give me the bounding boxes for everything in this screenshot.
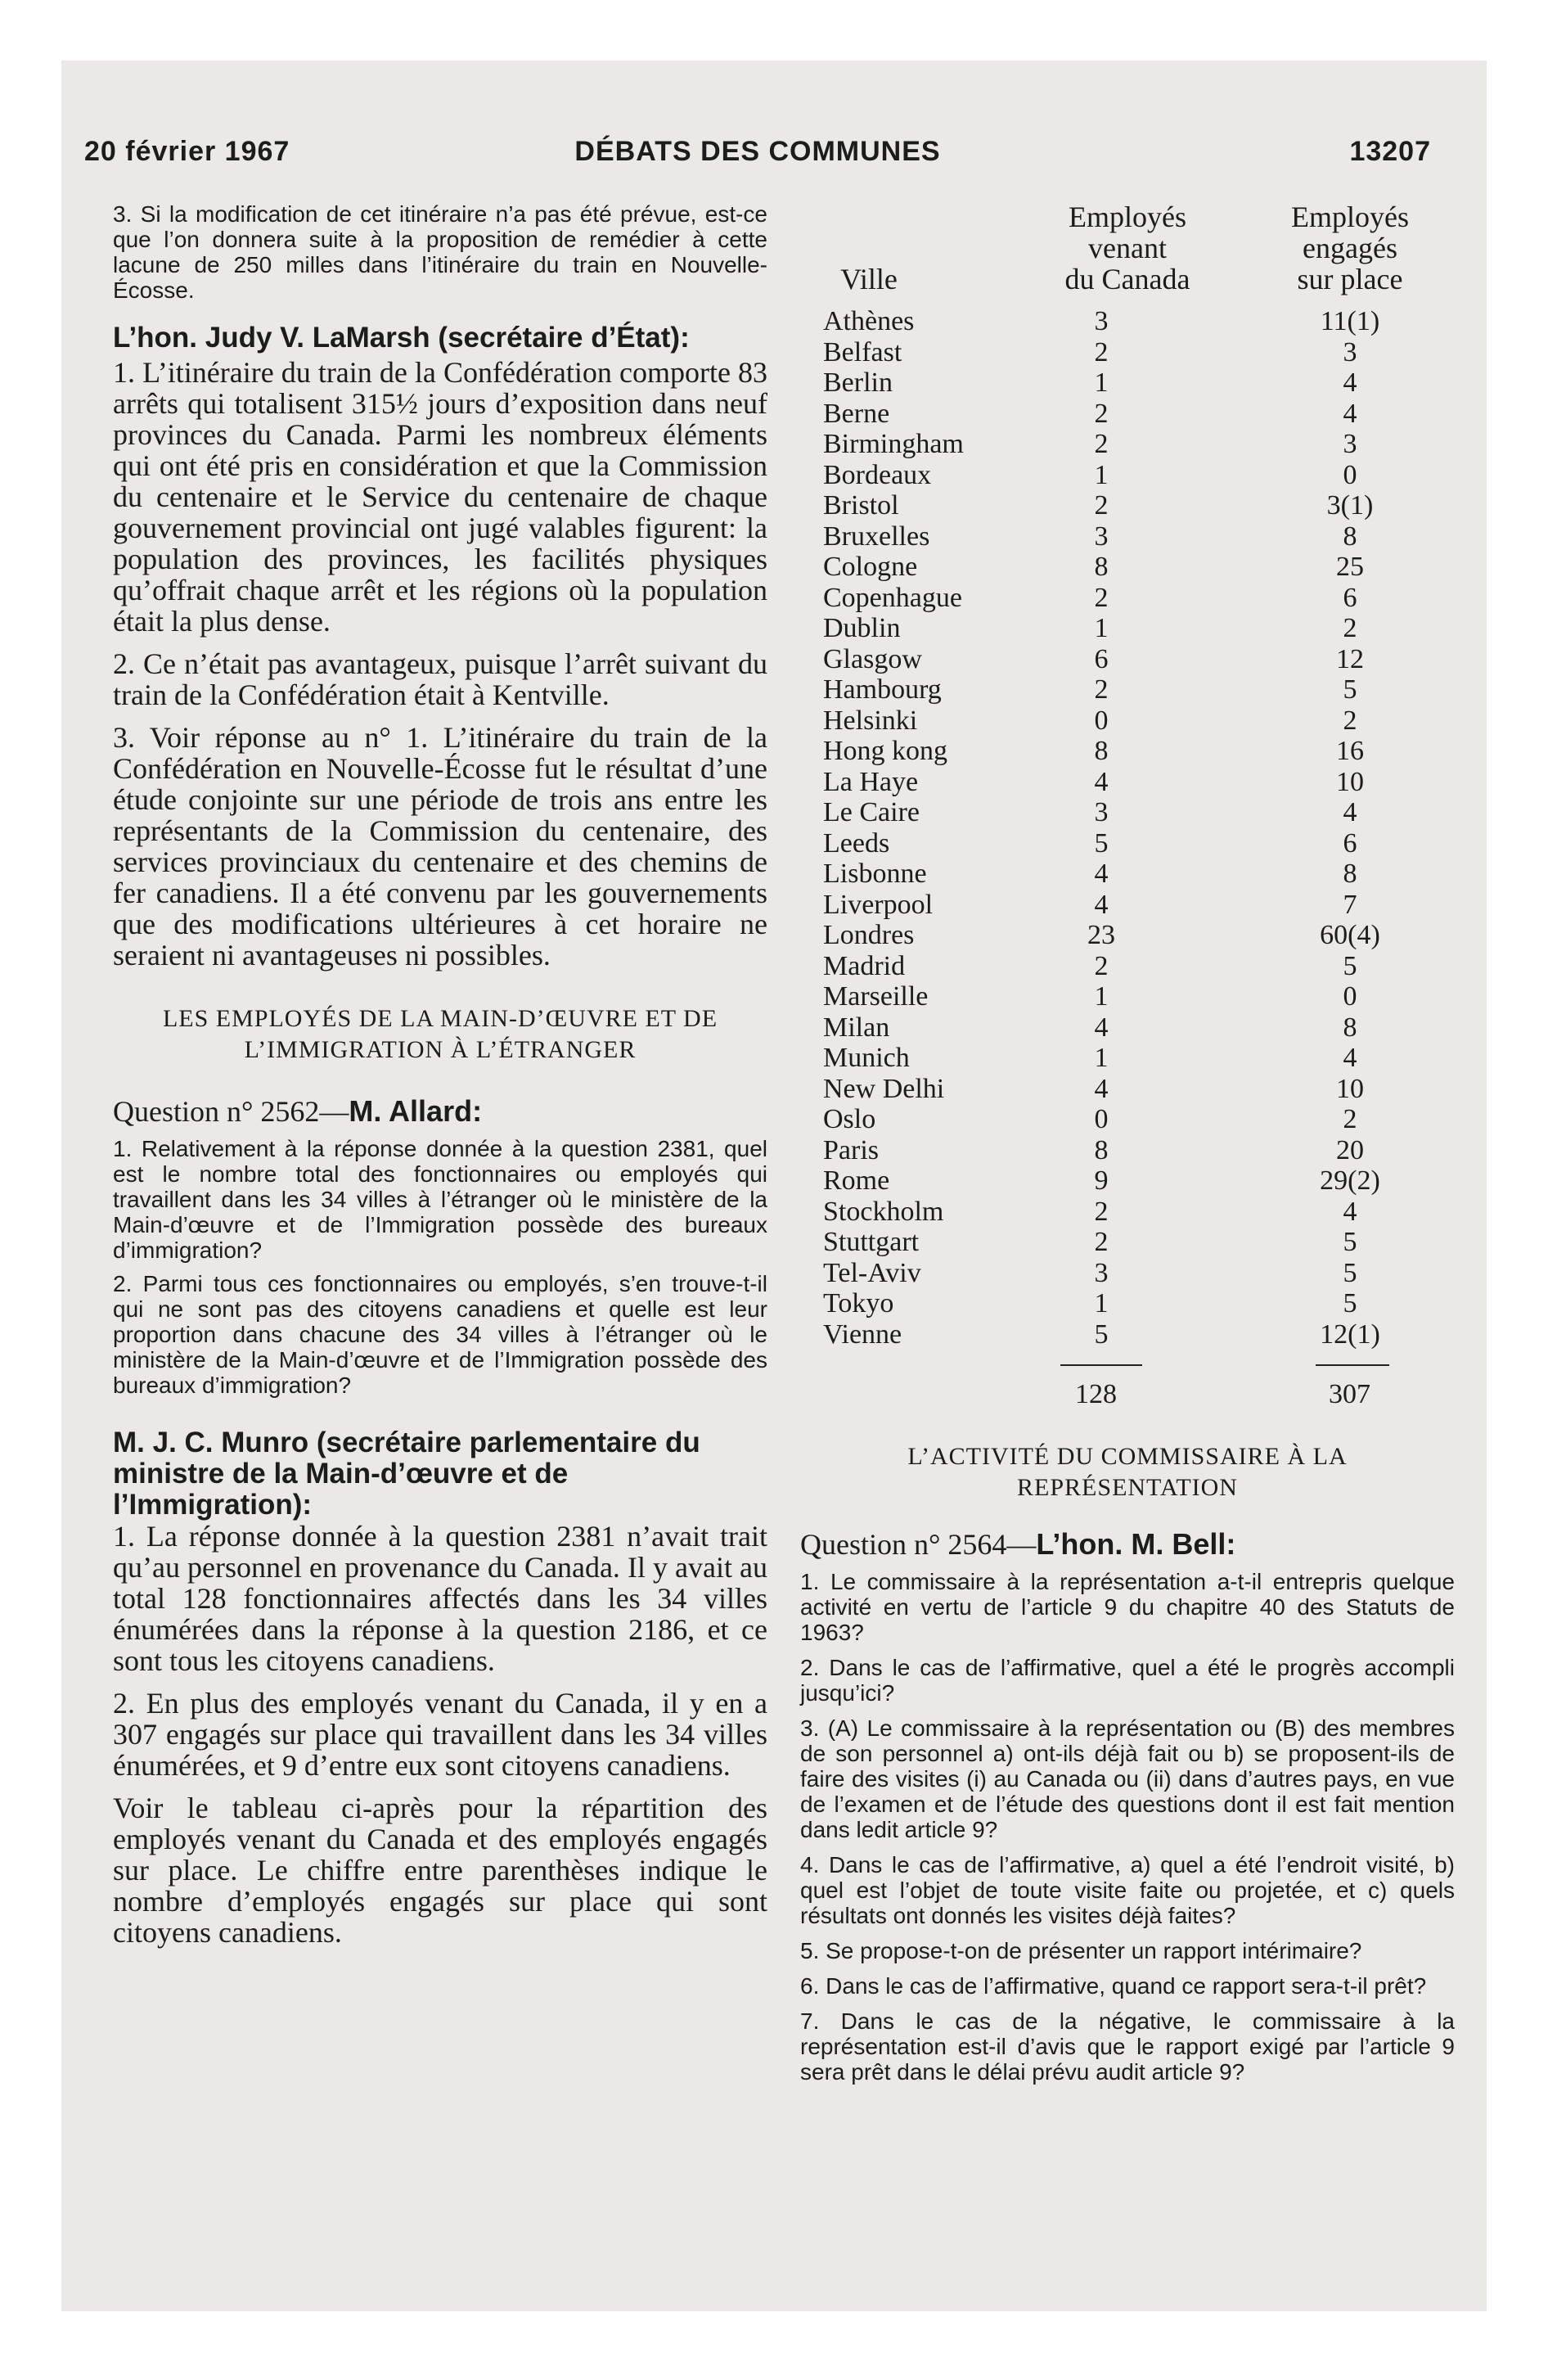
city-cell: Madrid xyxy=(823,950,906,981)
question-2564-part-1: 1. Le commissaire à la représentation a-t-il entrepris quelque activité en vertu de l’article 9 du chapitre 40 des Statuts de 1963? xyxy=(800,1569,1455,1645)
total-rule-a xyxy=(1060,1364,1142,1366)
city-cell: Bruxelles xyxy=(823,521,930,552)
canada-count-cell: 2 xyxy=(1094,950,1109,981)
local-count-cell: 4 xyxy=(1343,797,1357,827)
city-cell: Stuttgart xyxy=(823,1227,920,1257)
table-row xyxy=(800,644,1455,675)
canada-count-cell: 3 xyxy=(1094,521,1109,552)
table-row xyxy=(800,736,1455,767)
table-row xyxy=(800,1074,1455,1105)
city-cell: La Haye xyxy=(823,766,919,797)
table-row xyxy=(800,1197,1455,1228)
table-row xyxy=(800,306,1455,337)
city-cell: Helsinki xyxy=(823,705,918,736)
question-2562-part-1: 1. Relativement à la réponse donnée à la question 2381, quel est le nombre total des fonctionnaires ou employés qui travaillent dans les 34 villes à l’étranger où le ministère de la Main-d’œuvre et de l’Immigration possède des bureaux d’immigration? xyxy=(113,1136,767,1263)
local-count-cell: 7 xyxy=(1343,889,1357,920)
city-cell: Berlin xyxy=(823,367,893,398)
munro-answer-2: 2. En plus des employés venant du Canada, il y en a 307 engagés sur place qui travaillent dans les 34 villes énumérées, et 9 d’entre eux sont citoyens canadiens. xyxy=(113,1687,767,1782)
city-cell: Copenhague xyxy=(823,582,962,613)
local-count-cell: 4 xyxy=(1343,367,1357,398)
col-header-canada-line3: du Canada xyxy=(1064,263,1190,295)
canada-count-cell: 2 xyxy=(1094,1196,1109,1227)
canada-count-cell: 2 xyxy=(1094,490,1109,521)
local-count-cell: 8 xyxy=(1343,521,1357,552)
table-row xyxy=(800,1012,1455,1044)
canada-count-cell: 4 xyxy=(1094,889,1109,920)
canada-count-cell: 8 xyxy=(1094,736,1109,766)
canada-count-cell: 6 xyxy=(1094,643,1109,674)
canada-count-cell: 1 xyxy=(1094,367,1109,398)
canada-count-cell: 1 xyxy=(1094,613,1109,643)
city-cell: Munich xyxy=(823,1043,910,1073)
total-local: 307 xyxy=(1329,1379,1370,1409)
local-count-cell: 25 xyxy=(1336,552,1364,582)
table-row xyxy=(800,429,1455,460)
table-totals xyxy=(800,1350,1455,1420)
canada-count-cell: 2 xyxy=(1094,429,1109,459)
speaker-lamarsh: L’hon. Judy V. LaMarsh (secrétaire d’État): xyxy=(113,322,690,354)
local-count-cell: 10 xyxy=(1336,766,1364,797)
canada-count-cell: 8 xyxy=(1094,1134,1109,1165)
local-count-cell: 2 xyxy=(1343,613,1357,643)
canada-count-cell: 4 xyxy=(1094,1012,1109,1043)
question-2564-heading xyxy=(800,1528,1455,1561)
col-header-local xyxy=(1268,201,1432,295)
canada-count-cell: 0 xyxy=(1094,1104,1109,1134)
city-cell: Bordeaux xyxy=(823,459,932,490)
table-row xyxy=(800,1319,1455,1350)
col-header-local-line1: Employés xyxy=(1291,201,1409,233)
canada-count-cell: 1 xyxy=(1094,981,1109,1012)
local-count-cell: 5 xyxy=(1343,950,1357,981)
canada-count-cell: 1 xyxy=(1094,459,1109,490)
question-author: M. Allard: xyxy=(349,1094,483,1128)
canada-count-cell: 3 xyxy=(1094,1257,1109,1288)
local-count-cell: 8 xyxy=(1343,859,1357,889)
local-count-cell: 8 xyxy=(1343,1012,1357,1043)
local-count-cell: 16 xyxy=(1336,736,1364,766)
canada-count-cell: 2 xyxy=(1094,1227,1109,1257)
city-cell: Athènes xyxy=(823,306,915,336)
local-count-cell: 29(2) xyxy=(1320,1165,1380,1196)
local-count-cell: 0 xyxy=(1343,459,1357,490)
table-body xyxy=(800,306,1455,1350)
table-row xyxy=(800,1135,1455,1166)
city-cell: Leeds xyxy=(823,827,890,859)
city-cell: Lisbonne xyxy=(823,859,927,889)
answer-1: 1. L’itinéraire du train de la Confédération comporte 83 arrêts qui totalisent 315½ jours d’exposition dans neuf provinces du Canada. Parmi les nombreux éléments qui ont été pris en considération et que la Commission du centenaire et le Service du centenaire de chaque gouvernement provincial ont jugé valables figurent: la population des provinces, les facilités physiques qu’offrait chaque arrêt et les régions où la population était la plus dense. xyxy=(113,356,767,638)
table-row xyxy=(800,583,1455,614)
local-count-cell: 4 xyxy=(1343,398,1357,429)
city-cell: Dublin xyxy=(823,613,901,643)
section-title-commissaire: L’ACTIVITÉ DU COMMISSAIRE À LA REPRÉSENTATION xyxy=(907,1443,1348,1501)
city-cell: Rome xyxy=(823,1165,890,1196)
table-row xyxy=(800,828,1455,859)
munro-answer-3: Voir le tableau ci-après pour la répartition des employés venant du Canada et des employés engagés sur place. Le chiffre entre parenthèses indique le nombre d’employés engagés sur place qui sont citoyens canadiens. xyxy=(113,1792,767,1949)
canada-count-cell: 5 xyxy=(1094,827,1109,859)
col-header-local-line2: engagés xyxy=(1303,232,1397,264)
header-page-number: 13207 xyxy=(1349,136,1431,167)
local-count-cell: 5 xyxy=(1343,674,1357,705)
col-header-canada-line1: Employés xyxy=(1069,201,1186,233)
question-author: L’hon. M. Bell: xyxy=(1036,1527,1236,1561)
canada-count-cell: 4 xyxy=(1094,859,1109,889)
table-row xyxy=(800,859,1455,890)
city-cell: Vienne xyxy=(823,1318,902,1350)
total-rule-b xyxy=(1316,1364,1389,1366)
question-number: Question n° 2564— xyxy=(800,1528,1037,1561)
city-cell: Hong kong xyxy=(823,736,948,766)
table-row xyxy=(800,767,1455,798)
canada-count-cell: 2 xyxy=(1094,582,1109,613)
table-row xyxy=(800,1043,1455,1074)
header-date: 20 février 1967 xyxy=(84,136,290,167)
canada-count-cell: 2 xyxy=(1094,336,1109,367)
table-row xyxy=(800,613,1455,644)
local-count-cell: 4 xyxy=(1343,1043,1357,1073)
table-header xyxy=(800,201,1455,306)
city-cell: Hambourg xyxy=(823,674,942,705)
table-row xyxy=(800,705,1455,737)
left-column xyxy=(113,201,767,1959)
canada-count-cell: 8 xyxy=(1094,552,1109,582)
table-row xyxy=(800,1227,1455,1258)
local-count-cell: 2 xyxy=(1343,705,1357,736)
city-cell: Le Caire xyxy=(823,797,920,827)
canada-count-cell: 1 xyxy=(1094,1043,1109,1073)
table-row xyxy=(800,490,1455,521)
local-count-cell: 10 xyxy=(1336,1073,1364,1104)
table-row xyxy=(800,460,1455,491)
local-count-cell: 20 xyxy=(1336,1134,1364,1165)
local-count-cell: 0 xyxy=(1343,981,1357,1012)
canada-count-cell: 1 xyxy=(1094,1288,1109,1318)
speaker-munro: M. J. C. Munro (secrétaire parlementaire du ministre de la Main-d’œuvre et de l’Immigration): xyxy=(113,1427,700,1521)
table-row xyxy=(800,951,1455,982)
table-row xyxy=(800,1165,1455,1197)
local-count-cell: 5 xyxy=(1343,1288,1357,1318)
local-count-cell: 11(1) xyxy=(1320,306,1380,336)
city-cell: Glasgow xyxy=(823,643,922,674)
local-count-cell: 12(1) xyxy=(1320,1318,1380,1350)
table-row xyxy=(800,797,1455,828)
city-cell: Marseille xyxy=(823,981,929,1012)
city-cell: Birmingham xyxy=(823,429,964,459)
city-cell: New Delhi xyxy=(823,1073,945,1104)
city-cell: Milan xyxy=(823,1012,890,1043)
question-2564-part-7: 7. Dans le cas de la négative, le commissaire à la représentation est-il d’avis que le rapport exigé par l’article 9 sera prêt dans le délai prévu audit article 9? xyxy=(800,2008,1455,2085)
question-2564-part-4: 4. Dans le cas de l’affirmative, a) quel a été l’endroit visité, b) quel est l’objet de toute visite faite ou projetée, et c) quels résultats ont donnés les visites déjà faites? xyxy=(800,1852,1455,1928)
table-row xyxy=(800,1288,1455,1319)
city-cell: Paris xyxy=(823,1134,879,1165)
table-row xyxy=(800,920,1455,951)
local-count-cell: 3(1) xyxy=(1326,490,1374,521)
question-2564-part-3: 3. (A) Le commissaire à la représentation ou (B) des membres de son personnel a) ont-ils déjà fait ou b) se proposent-ils de faire des visites (i) au Canada ou (ii) dans d’autres pays, en vue de l’examen et de l’étude des questions dont il est fait mention dans ledit article 9? xyxy=(800,1715,1455,1842)
answer-3: 3. Voir réponse au n° 1. L’itinéraire du train de la Confédération en Nouvelle-Écosse fut le résultat d’une étude conjointe sur une période de trois ans entre les représentants de la Commission du centenaire, des services provinciaux du centenaire et des chemins de fer canadiens. Il a été convenu par les gouvernements que des modifications ultérieures à cet horaire ne seraient ni avantageuses ni possibles. xyxy=(113,721,767,971)
question-2564-part-2: 2. Dans le cas de l’affirmative, quel a été le progrès accompli jusqu’ici? xyxy=(800,1655,1455,1706)
table-row xyxy=(800,337,1455,368)
city-cell: Oslo xyxy=(823,1104,876,1134)
canada-count-cell: 4 xyxy=(1094,1073,1109,1104)
question-2564-part-5: 5. Se propose-t-on de présenter un rapport intérimaire? xyxy=(800,1938,1362,1963)
question-2564-part-6: 6. Dans le cas de l’affirmative, quand ce rapport sera-t-il prêt? xyxy=(800,1973,1427,1999)
table-row xyxy=(800,1104,1455,1135)
question-2562-heading xyxy=(113,1095,767,1128)
munro-answer-1: 1. La réponse donnée à la question 2381 n’avait trait qu’au personnel en provenance du Canada. Il y avait au total 128 fonctionnaires affectés dans les 34 villes énumérées dans la réponse à la question 2186, et ce sont tous les citoyens canadiens. xyxy=(113,1520,767,1677)
col-header-canada xyxy=(1037,201,1217,295)
answer-2: 2. Ce n’était pas avantageux, puisque l’arrêt suivant du train de la Confédération était à Kentville. xyxy=(113,647,767,711)
local-count-cell: 6 xyxy=(1343,827,1357,859)
canada-count-cell: 2 xyxy=(1094,674,1109,705)
canada-count-cell: 4 xyxy=(1094,766,1109,797)
table-row xyxy=(800,367,1455,399)
local-count-cell: 3 xyxy=(1343,429,1357,459)
city-cell: Tokyo xyxy=(823,1288,894,1318)
canada-count-cell: 3 xyxy=(1094,797,1109,827)
local-count-cell: 6 xyxy=(1343,582,1357,613)
table-row xyxy=(800,890,1455,921)
city-cell: Tel-Aviv xyxy=(823,1257,921,1288)
table-row xyxy=(800,674,1455,705)
question-2562-part-2: 2. Parmi tous ces fonctionnaires ou employés, s’en trouve-t-il qui ne sont pas des citoyens canadiens et quelle est leur proportion dans chacune des 34 villes à l’étranger où le ministère de la Main-d’œuvre et de l’Immigration possède des bureaux d’immigration? xyxy=(113,1271,767,1398)
table-row xyxy=(800,552,1455,583)
city-cell: Stockholm xyxy=(823,1196,944,1227)
canada-count-cell: 2 xyxy=(1094,398,1109,429)
city-cell: Berne xyxy=(823,398,890,429)
city-cell: Liverpool xyxy=(823,889,934,920)
local-count-cell: 4 xyxy=(1343,1196,1357,1227)
total-canada: 128 xyxy=(1075,1379,1117,1409)
local-count-cell: 5 xyxy=(1343,1257,1357,1288)
table-row xyxy=(800,1258,1455,1289)
right-column xyxy=(800,201,1455,2094)
city-cell: Bristol xyxy=(823,490,899,521)
header-title: DÉBATS DES COMMUNES xyxy=(574,136,941,167)
canada-count-cell: 5 xyxy=(1094,1318,1109,1350)
employees-table xyxy=(800,201,1455,1420)
canada-count-cell: 0 xyxy=(1094,705,1109,736)
local-count-cell: 2 xyxy=(1343,1104,1357,1134)
table-row xyxy=(800,399,1455,430)
local-count-cell: 5 xyxy=(1343,1227,1357,1257)
canada-count-cell: 9 xyxy=(1094,1165,1109,1196)
local-count-cell: 3 xyxy=(1343,336,1357,367)
page-header xyxy=(84,136,1431,185)
city-cell: Cologne xyxy=(823,552,918,582)
col-header-city: Ville xyxy=(840,263,898,295)
local-count-cell: 12 xyxy=(1336,643,1364,674)
question-number: Question n° 2562— xyxy=(113,1095,349,1128)
city-cell: Londres xyxy=(823,920,915,950)
table-row xyxy=(800,521,1455,552)
col-header-canada-line2: venant xyxy=(1088,232,1167,264)
col-header-local-line3: sur place xyxy=(1297,263,1403,295)
city-cell: Belfast xyxy=(823,336,902,367)
canada-count-cell: 23 xyxy=(1087,920,1115,950)
section-title-employes: LES EMPLOYÉS DE LA MAIN-D’ŒUVRE ET DE L’IMMIGRATION À L’ÉTRANGER xyxy=(162,1005,718,1063)
canada-count-cell: 3 xyxy=(1094,306,1109,336)
table-row xyxy=(800,981,1455,1012)
local-count-cell: 60(4) xyxy=(1320,920,1380,950)
question-3-text: 3. Si la modification de cet itinéraire n’a pas été prévue, est-ce que l’on donnera suite à la proposition de remédier à cette lacune de 250 milles dans l’itinéraire du train en Nouvelle-Écosse. xyxy=(113,201,767,303)
